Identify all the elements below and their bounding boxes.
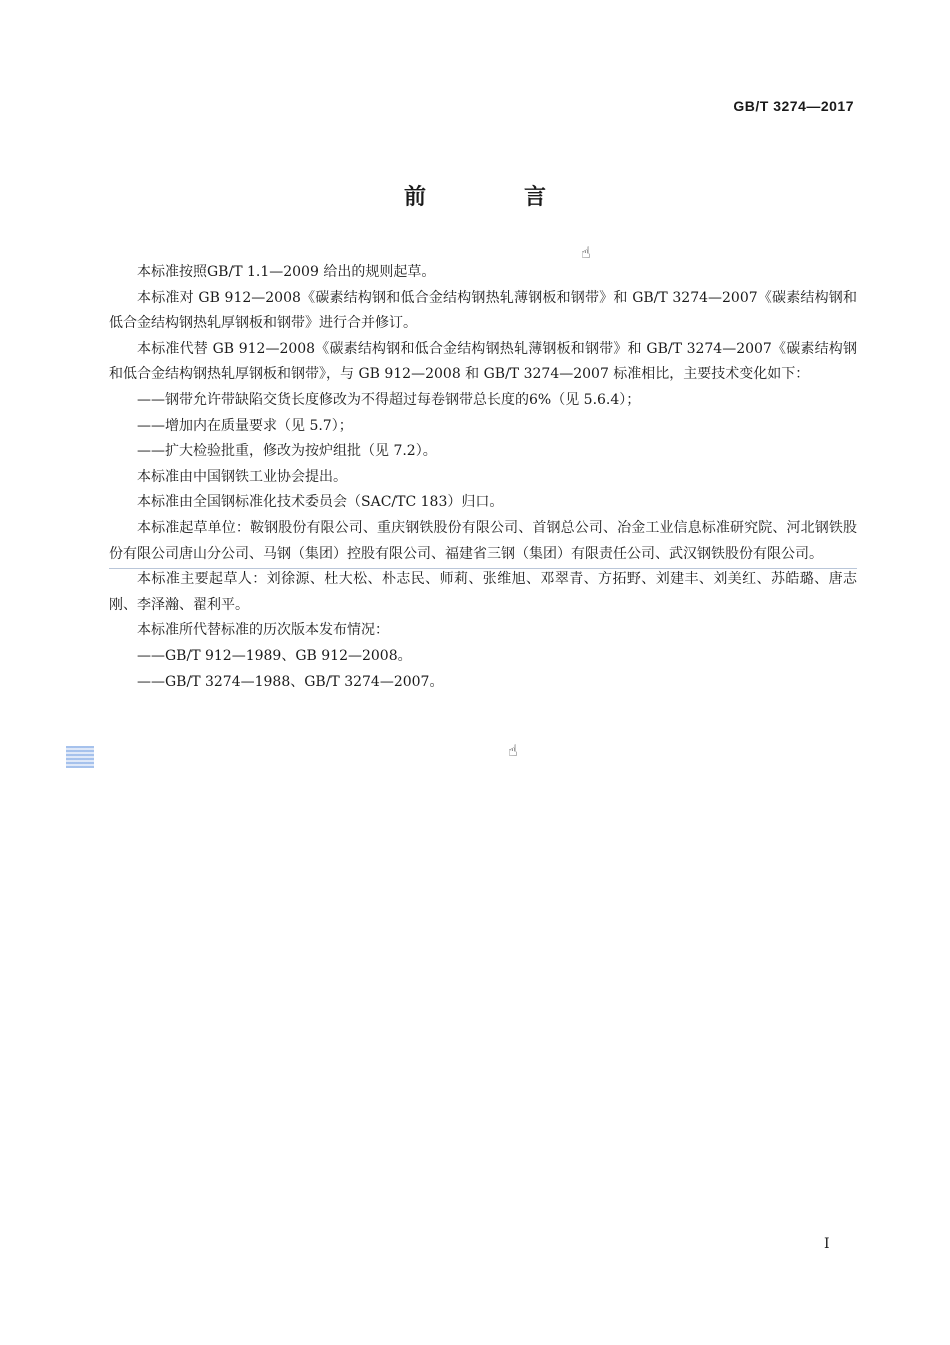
paragraph-drafting-rules: 本标准按照GB/T 1.1—2009 给出的规则起草。	[137, 264, 436, 280]
foreword-body	[109, 260, 857, 695]
standard-code: GB/T 3274—2017	[733, 98, 854, 114]
scan-artifact-mark	[66, 746, 94, 768]
paragraph-history: 本标准所代替标准的历次版本发布情况：	[137, 622, 389, 639]
paragraph-merge-revision: 本标准对 GB 912—2008《碳素结构钢和低合金结构钢热轧薄钢板和钢带》和 GB/T 3274—2007《碳素结构钢和低合金结构钢热轧厚钢板和钢带》进行合并修订。	[109, 289, 857, 332]
hand-cursor-icon: ☝	[508, 741, 518, 760]
history-item: ——GB/T 912—1989、GB 912—2008。	[137, 647, 412, 664]
page-number: I	[824, 1236, 830, 1252]
paragraph-proposer: 本标准由中国钢铁工业协会提出。	[137, 468, 347, 485]
history-item: ——GB/T 3274—1988、GB/T 3274—2007。	[137, 673, 444, 690]
paragraph-centralized: 本标准由全国钢标准化技术委员会（SAC/TC 183）归口。	[137, 494, 504, 511]
paragraph-replacement: 本标准代替 GB 912—2008《碳素结构钢和低合金结构钢热轧薄钢板和钢带》和 GB/T 3274—2007《碳素结构钢和低合金结构钢热轧厚钢板和钢带》，与 GB 912—2008 和 GB/T 3274—2007 标准相比，主要技术变化如下：	[109, 340, 857, 383]
paragraph-drafting-units: 本标准起草单位：鞍钢股份有限公司、重庆钢铁股份有限公司、首钢总公司、冶金工业信息标准研究院、河北钢铁股份有限公司唐山分公司、马钢（集团）控股有限公司、福建省三钢（集团）有限责任公司、武汉钢铁股份有限公司。	[109, 519, 857, 562]
page-title: 前 言	[403, 184, 584, 210]
change-item: ——钢带允许带缺陷交货长度修改为不得超过每卷钢带总长度的6%（见 5.6.4）；	[137, 391, 641, 408]
change-item: ——增加内在质量要求（见 5.7）；	[137, 417, 353, 434]
paragraph-drafters: 本标准主要起草人：刘徐源、杜大松、朴志民、师莉、张维旭、邓翠青、方拓野、刘建丰、刘美红、苏皓璐、唐志刚、李泽瀚、翟利平。	[109, 571, 857, 613]
change-item: ——扩大检验批重，修改为按炉组批（见 7.2）。	[137, 443, 437, 460]
scan-artifact-line	[109, 568, 857, 569]
hand-cursor-icon: ☝	[581, 243, 591, 262]
